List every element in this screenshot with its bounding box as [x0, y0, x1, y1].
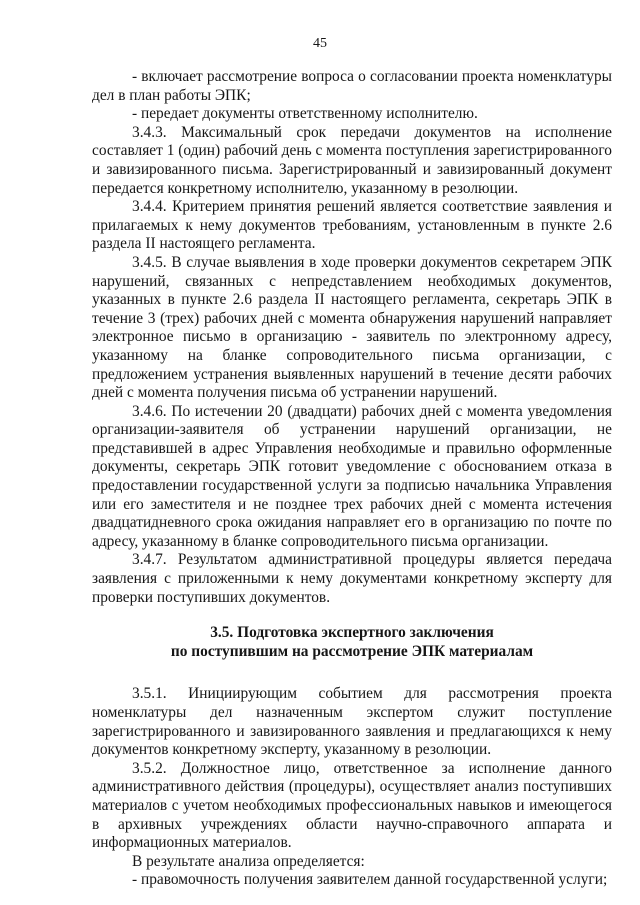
document-body [92, 68, 612, 890]
paragraph-list-item: - правомочность получения заявителем данной государственной услуги; [132, 871, 608, 889]
section-heading-line-2: по поступившим на рассмотрение ЭПК материалам [170, 642, 534, 660]
paragraph-3-4-4: 3.4.4. Критерием принятия решений является соответствие заявления и прилагаемых к нему документов требованиям, установленным в пункте 2.6 раздела II настоящего регламента. [92, 198, 612, 253]
paragraph-3-5-1: 3.5.1. Инициирующим событием для рассмотрения проекта номенклатуры дел назначенным экспертом служит поступление зарегистрированного и завизированного заявления и предлагающихся к нему документов конкретному эксперту, указанному в резолюции. [92, 685, 612, 759]
paragraph-2: - передает документы ответственному исполнителю. [132, 105, 478, 123]
paragraph-3-4-3: 3.4.3. Максимальный срок передачи документов на исполнение составляет 1 (один) рабочий день с момента поступления зарегистрированного и завизированного письма. Зарегистрированный и завизированный документ передается конкретному исполнителю, указанному в резолюции. [92, 123, 612, 197]
paragraph-analysis-intro: В результате анализа определяется: [132, 852, 365, 870]
paragraph-3-4-5: 3.4.5. В случае выявления в ходе проверки документов секретарем ЭПК нарушений, связанных с непредставлением необходимых документов, указанных в пункте 2.6 раздела II настоящего регламента, секретарь ЭПК в течение 3 (трех) рабочих дней с момента обнаружения нарушений направляет электронное письмо в организацию - заявитель по электронному адресу, указанному на бланке сопроводительного письма организации, с предложением устранения выявленных нарушений в течение десяти рабочих дней с момента получения письма об устранении нарушений. [92, 253, 612, 402]
paragraph-3-4-6: 3.4.6. По истечении 20 (двадцати) рабочих дней с момента уведомления организации-заявителя об устранении нарушений организации, не представившей в адрес Управления необходимые и правильно оформленные документы, секретарь ЭПК готовит уведомление с обоснованием отказа в предоставлении государственной услуги за подписью начальника Управления или его заместителя и не позднее трех рабочих дней с момента истечения двадцатидневного срока ожидания направляет его в организацию по почте по адресу, указанному в бланке сопроводительного письма организации. [92, 402, 612, 550]
page-number: 45 [313, 36, 327, 51]
section-heading-line-1: 3.5. Подготовка экспертного заключения [210, 624, 494, 642]
paragraph-3-5-2: 3.5.2. Должностное лицо, ответственное за исполнение данного административного действия (процедуры), осуществляет анализ поступивших материалов с учетом необходимых профессиональных навыков и имеющегося в архивных учреждениях области научно-справочного аппарата и информационных материалов. [92, 759, 612, 852]
paragraph-1: - включает рассмотрение вопроса о согласовании проекта номенклатуры дел в план работы ЭПК; [92, 68, 612, 104]
paragraph-3-4-7: 3.4.7. Результатом административной процедуры является передача заявления с приложенными к нему документами конкретному эксперту для проверки поступивших документов. [92, 551, 612, 606]
